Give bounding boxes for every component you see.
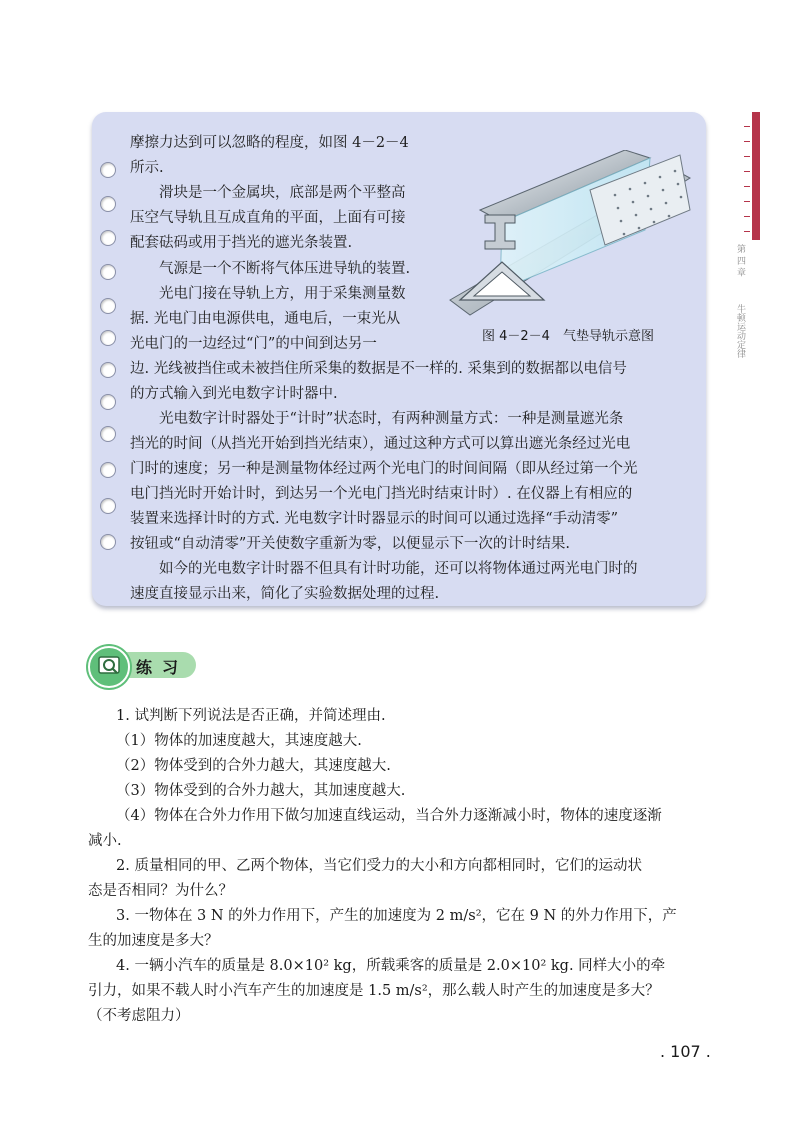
- exercise-line: （不考虑阻力）: [88, 1008, 190, 1024]
- side-tab-title: 牛顿运动定律: [735, 304, 745, 358]
- binder-ring-icon: [100, 362, 116, 378]
- magnifier-icon: [90, 648, 128, 686]
- exercise-line: 生的加速度是多大？: [88, 933, 219, 949]
- panel-text-line: 滑块是一个金属块，底部是两个平整高: [130, 185, 406, 201]
- panel-text-line: 边. 光线被挡住或未被挡住所采集的数据是不一样的. 采集到的数据都以电信号: [130, 361, 627, 377]
- panel-text-line: 速度直接显示出来，简化了实验数据处理的过程.: [130, 586, 440, 602]
- exercise-line: 引力，如果不载人时小汽车产生的加速度是 1.5 m/s²，那么载人时产生的加速度是多大？: [88, 983, 660, 999]
- panel-text-line: 光电数字计时器处于“计时”状态时，有两种测量方式：一种是测量遮光条: [130, 411, 624, 427]
- figure-caption: 图 4－2－4 气垫导轨示意图: [482, 329, 654, 344]
- panel-text-line: 光电门接在导轨上方，用于采集测量数: [130, 286, 406, 302]
- binder-ring-icon: [100, 394, 116, 410]
- exercise-line: （2）物体受到的合外力越大，其速度越大.: [116, 758, 391, 774]
- binder-ring-icon: [100, 534, 116, 550]
- exercise-line: 态是否相同？为什么？: [88, 883, 233, 899]
- binder-ring-icon: [100, 162, 116, 178]
- exercise-icon-badge: [88, 646, 130, 688]
- binder-ring-icon: [100, 426, 116, 442]
- air-track-illustration: [440, 150, 695, 320]
- exercise-line: 1. 试判断下列说法是否正确，并简述理由.: [116, 708, 386, 724]
- binder-ring-icon: [100, 462, 116, 478]
- panel-text-line: 门时的速度；另一种是测量物体经过两个光电门的时间间隔（即从经过第一个光: [130, 461, 638, 477]
- exercise-line: 3. 一物体在 3 N 的外力作用下，产生的加速度为 2 m/s²，它在 9 N 的外力作用下，产: [116, 908, 677, 924]
- panel-text-line: 如今的光电数字计时器不但具有计时功能，还可以将物体通过两光电门时的: [130, 561, 638, 577]
- side-tab-chapter: 第 四 章: [735, 244, 745, 277]
- side-chapter-tab: [752, 112, 760, 240]
- side-tab-text: [734, 244, 764, 424]
- panel-text-line: 气源是一个不断将气体压进导轨的装置.: [130, 261, 411, 277]
- exercise-line: 4. 一辆小汽车的质量是 8.0×10² kg，所载乘客的质量是 2.0×10² kg. 同样大小的牵: [116, 958, 666, 974]
- panel-text-line: 所示.: [130, 160, 164, 176]
- binder-ring-icon: [100, 196, 116, 212]
- exercise-line: 减小.: [88, 833, 122, 849]
- panel-text-line: 装置来选择计时的方式. 光电数字计时器显示的时间可以通过选择“手动清零”: [130, 511, 619, 527]
- panel-text-line: 电门挡光时开始计时，到达另一个光电门挡光时结束计时）. 在仪器上有相应的: [130, 486, 633, 502]
- exercise-line: （1）物体的加速度越大，其速度越大.: [116, 733, 362, 749]
- side-tab-ticks: [744, 112, 750, 240]
- binder-ring-icon: [100, 264, 116, 280]
- panel-text-line: 的方式输入到光电数字计时器中.: [130, 386, 338, 402]
- panel-text-line: 摩擦力达到可以忽略的程度，如图 4－2－4: [130, 135, 409, 151]
- panel-text-line: 据. 光电门由电源供电，通电后，一束光从: [130, 311, 401, 327]
- binder-ring-icon: [100, 330, 116, 346]
- exercise-line: （4）物体在合外力作用下做匀加速直线运动，当合外力逐渐减小时，物体的速度逐渐: [116, 808, 662, 824]
- panel-text-line: 配套砝码或用于挡光的遮光条装置.: [130, 235, 353, 251]
- binder-ring-icon: [100, 298, 116, 314]
- panel-text-line: 光电门的一边经过“门”的中间到达另一: [130, 336, 377, 352]
- panel-text-line: 按钮或“自动清零”开关使数字重新为零，以便显示下一次的计时结果.: [130, 536, 570, 552]
- exercise-line: （3）物体受到的合外力越大，其加速度越大.: [116, 783, 406, 799]
- panel-text-line: 压空气导轨且互成直角的平面，上面有可接: [130, 210, 406, 226]
- exercise-title: 练习: [136, 658, 189, 677]
- exercise-line: 2. 质量相同的甲、乙两个物体，当它们受力的大小和方向都相同时，它们的运动状: [116, 858, 642, 874]
- binder-ring-icon: [100, 230, 116, 246]
- panel-text-line: 挡光的时间（从挡光开始到挡光结束），通过这种方式可以算出遮光条经过光电: [130, 436, 631, 452]
- exercise-heading: [88, 646, 198, 684]
- binder-ring-icon: [100, 498, 116, 514]
- page-number: . 107 .: [660, 1042, 711, 1061]
